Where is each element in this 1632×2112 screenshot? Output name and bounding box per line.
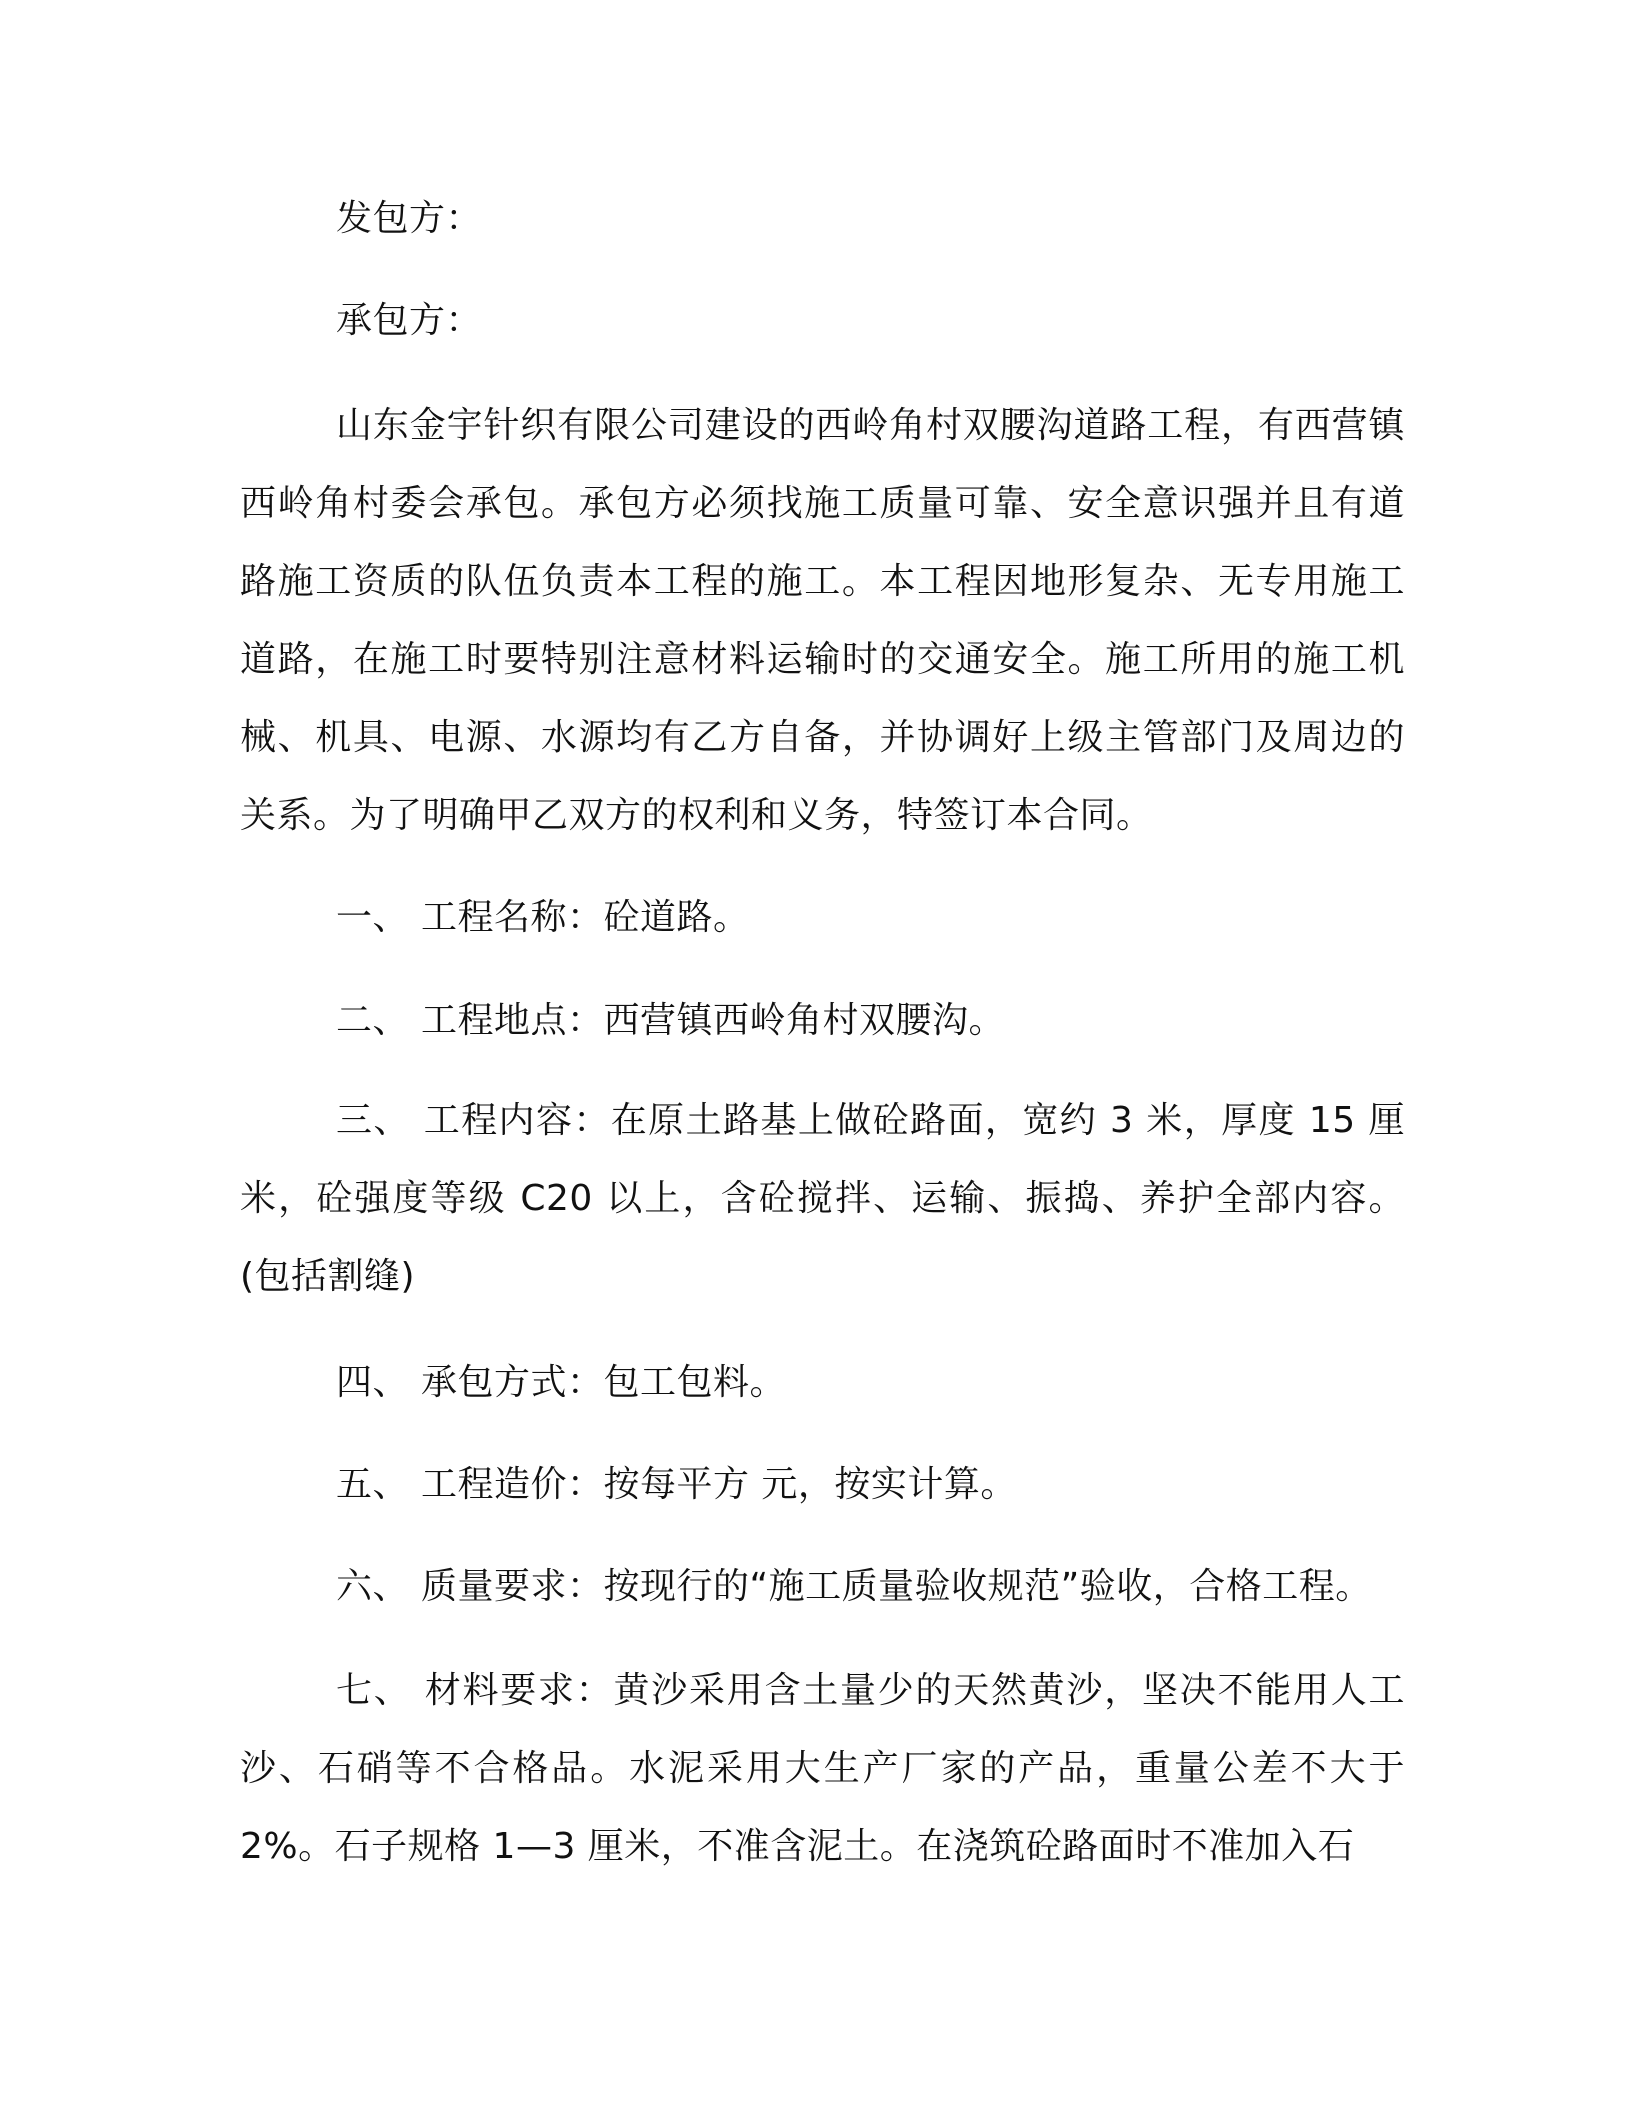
clause-project-cost: 五、 工程造价：按每平方 元，按实计算。	[336, 1464, 1017, 1505]
clause-quality-requirement: 六、 质量要求：按现行的“施工质量验收规范”验收，合格工程。	[336, 1566, 1372, 1607]
clause-contract-method: 四、 承包方式：包工包料。	[336, 1362, 786, 1403]
intro-paragraph: 山东金宇针织有限公司建设的西岭角村双腰沟道路工程，有西营镇西岭角村委会承包。承包方必须找施工质量可靠、安全意识强并且有道路施工资质的队伍负责本工程的施工。本工程因地形复杂、无专用施工道路，在施工时要特别注意材料运输时的交通安全。施工所用的施工机械、机具、电源、水源均有乙方自备，并协调好上级主管部门及周边的关系。为了明确甲乙双方的权利和义务，特签订本合同。	[240, 405, 1405, 836]
contracting-party-line: 发包方：	[336, 198, 483, 239]
clause-project-name: 一、 工程名称：砼道路。	[336, 897, 750, 938]
clause-project-content: 三、 工程内容：在原土路基上做砼路面，宽约 3 米，厚度 15 厘米，砼强度等级 C20 以上，含砼搅拌、运输、振捣、养护全部内容。(包括割缝)	[240, 1100, 1405, 1297]
contractor-line: 承包方：	[336, 300, 483, 341]
clause-project-location: 二、 工程地点：西营镇西岭角村双腰沟。	[336, 1000, 1005, 1041]
clause-material-requirement: 七、 材料要求：黄沙采用含土量少的天然黄沙，坚决不能用人工沙、石硝等不合格品。水泥采用大生产厂家的产品，重量公差不大于2%。石子规格 1—3 厘米，不准含泥土。在浇筑砼路面时不准加入石	[240, 1670, 1405, 1867]
